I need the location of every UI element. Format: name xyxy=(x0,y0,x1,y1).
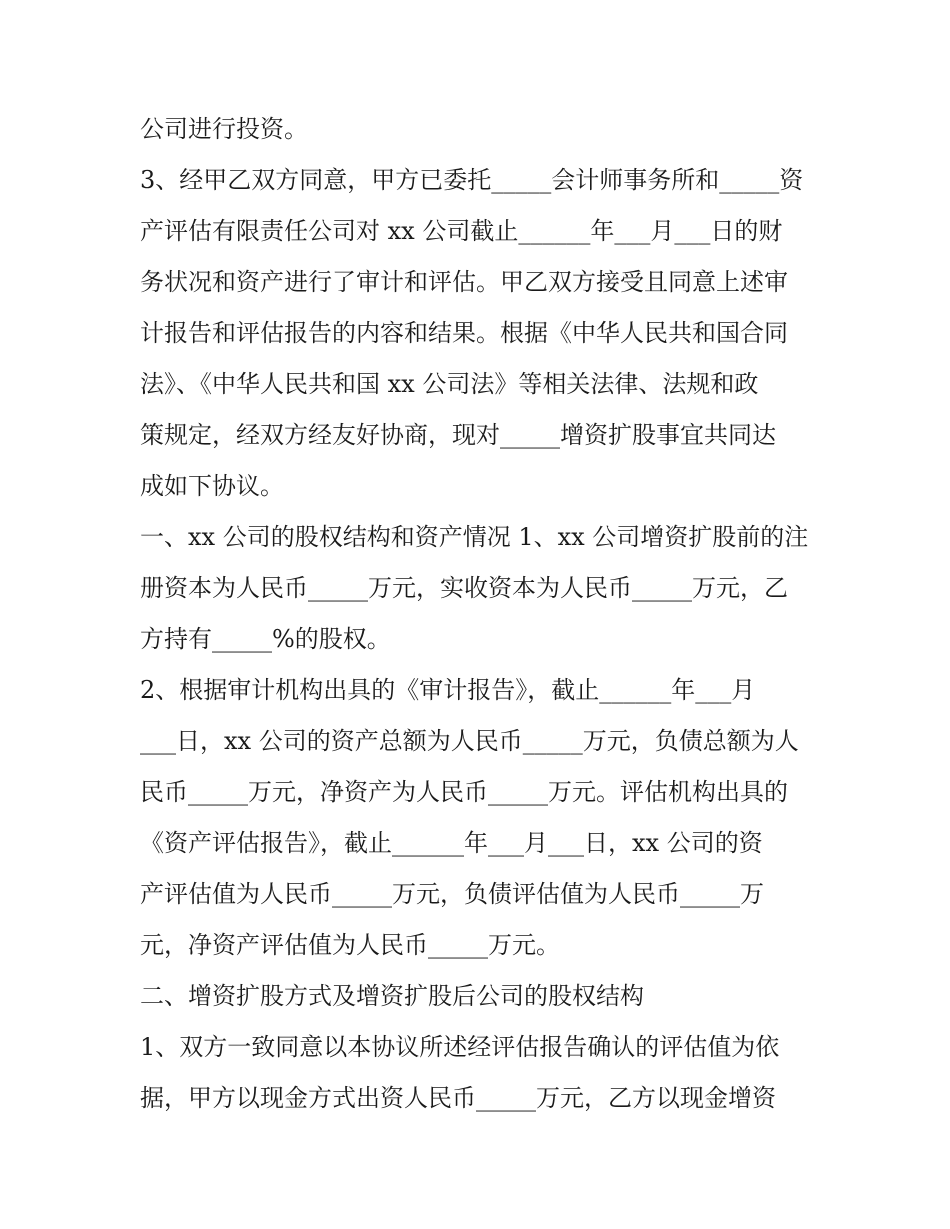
text-line: 1、双方一致同意以本协议所述经评估报告确认的评估值为依 xyxy=(140,1033,780,1061)
text-line: 方持有_____%的股权。 xyxy=(140,625,391,653)
text-line: 务状况和资产进行了审计和评估。甲乙双方接受且同意上述审 xyxy=(140,268,788,296)
text-line: 2、根据审计机构出具的《审计报告》，截止______年___月 xyxy=(140,676,756,704)
text-line: 计报告和评估报告的内容和结果。根据《中华人民共和国合同 xyxy=(140,319,788,347)
text-line: 产评估有限责任公司对 xx 公司截止______年___月___日的财 xyxy=(140,217,783,245)
document-body xyxy=(140,104,830,1124)
text-line: 成如下协议。 xyxy=(140,472,284,500)
text-line: 《资产评估报告》，截止______年___月___日，xx 公司的资 xyxy=(140,829,763,857)
text-line: 产评估值为人民币_____万元，负债评估值为人民币_____万 xyxy=(140,880,764,908)
text-line: 民币_____万元，净资产为人民币_____万元。评估机构出具的 xyxy=(140,778,788,806)
text-line: 3、经甲乙双方同意，甲方已委托_____会计师事务所和_____资 xyxy=(140,166,804,194)
text-line: ___日，xx 公司的资产总额为人民币_____万元，负债总额为人 xyxy=(140,727,799,755)
text-line: 据，甲方以现金方式出资人民币_____万元，乙方以现金增资 xyxy=(140,1084,776,1112)
text-line: 公司进行投资。 xyxy=(140,115,308,143)
text-line: 元，净资产评估值为人民币_____万元。 xyxy=(140,931,560,959)
text-line: 册资本为人民币_____万元，实收资本为人民币_____万元，乙 xyxy=(140,574,788,602)
text-line: 二、增资扩股方式及增资扩股后公司的股权结构 xyxy=(140,982,644,1010)
text-line: 一、xx 公司的股权结构和资产情况 1、xx 公司增资扩股前的注 xyxy=(140,523,809,551)
text-line: 法》、《中华人民共和国 xx 公司法》等相关法律、法规和政 xyxy=(140,370,759,398)
text-line: 策规定，经双方经友好协商，现对_____增资扩股事宜共同达 xyxy=(140,421,776,449)
